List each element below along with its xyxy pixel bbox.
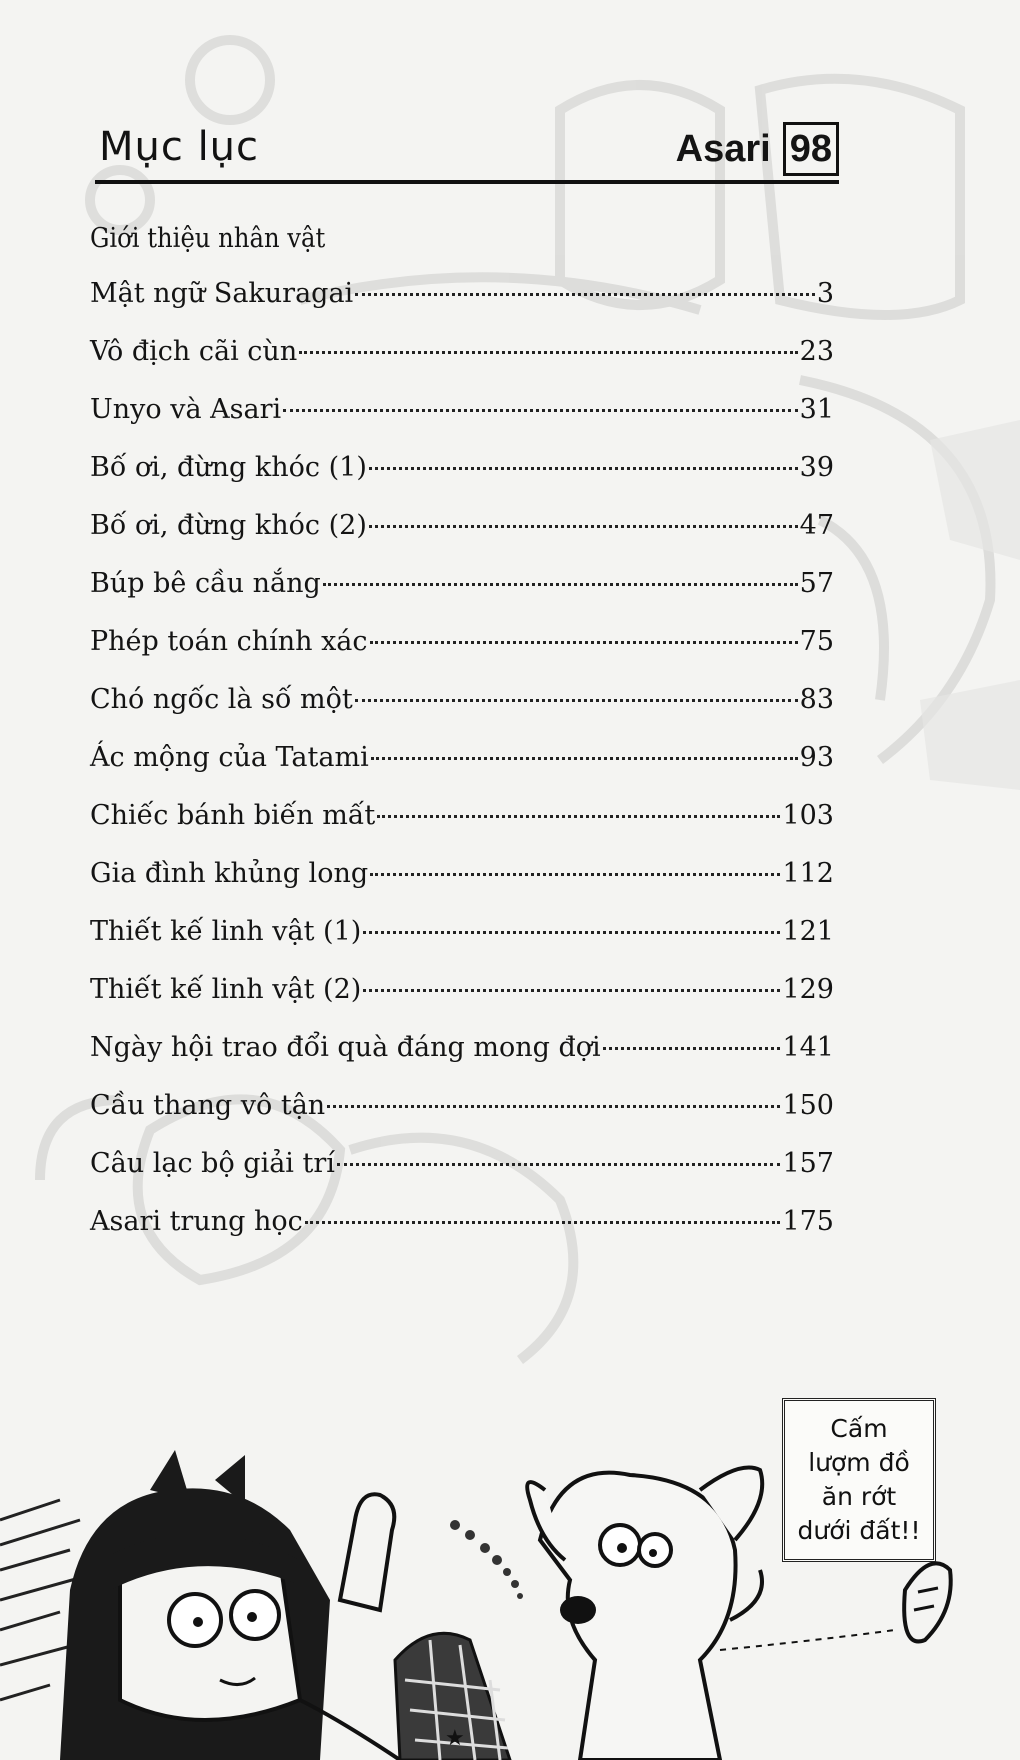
toc-entry-page: 103: [782, 800, 834, 831]
toc-entry-title: Bố ơi, đừng khóc (1): [90, 452, 367, 483]
toc-entry: [90, 684, 834, 742]
toc-entry: [90, 1206, 834, 1264]
toc-entry-page: 175: [782, 1206, 834, 1237]
toc-entry-title: Asari trung học: [90, 1206, 303, 1237]
toc-entry-page: 23: [799, 336, 834, 367]
toc-entry: [90, 858, 834, 916]
dot-leader: [370, 873, 780, 876]
dot-leader: [371, 757, 798, 760]
svg-text:★: ★: [445, 1726, 465, 1751]
toc-entry-title: Vô địch cãi cùn: [90, 336, 298, 367]
dot-leader: [323, 583, 798, 586]
dot-leader: [369, 525, 798, 528]
dot-leader: [370, 641, 798, 644]
toc-entry-page: 150: [782, 1090, 834, 1121]
toc-entry-page: 157: [782, 1148, 834, 1179]
toc-entry: [90, 626, 834, 684]
toc-entry: [90, 1148, 834, 1206]
toc-entry-title: Chó ngốc là số một: [90, 684, 353, 715]
dot-leader: [355, 699, 798, 702]
toc-entry-page: 93: [799, 742, 834, 773]
toc-entry-title: Búp bê cầu nắng: [90, 568, 321, 599]
toc-entry-page: 121: [782, 916, 834, 947]
toc-entry-title: Cầu thang vô tận: [90, 1090, 326, 1121]
table-of-contents: [90, 278, 834, 1264]
caption-box: [782, 1398, 936, 1562]
dot-leader: [377, 815, 780, 818]
toc-entry-page: 83: [799, 684, 834, 715]
toc-entry-title: Ác mộng của Tatami: [90, 742, 369, 773]
toc-entry-page: 39: [799, 452, 834, 483]
page-title: Mục lục: [99, 124, 260, 170]
dot-leader: [305, 1221, 781, 1224]
toc-entry-title: Phép toán chính xác: [90, 626, 368, 657]
toc-entry-page: 31: [799, 394, 834, 425]
dot-leader: [327, 1105, 780, 1108]
toc-entry-title: Thiết kế linh vật (2): [90, 974, 362, 1005]
series-name: Asari: [675, 127, 771, 170]
toc-entry: [90, 800, 834, 858]
toc-entry-title: Chiếc bánh biến mất: [90, 800, 376, 831]
toc-entry: [90, 916, 834, 974]
toc-entry-page: 57: [799, 568, 834, 599]
plaid-bag: [395, 1633, 510, 1760]
toc-entry-title: Unyo và Asari: [90, 394, 282, 425]
toc-entry-page: 112: [782, 858, 834, 889]
toc-entry-title: Ngày hội trao đổi quà đáng mong đợi: [90, 1032, 601, 1063]
volume-number: 98: [783, 122, 839, 176]
dot-leader: [603, 1047, 781, 1050]
toc-entry: [90, 742, 834, 800]
page-header: [95, 118, 839, 184]
toc-entry-title: Câu lạc bộ giải trí: [90, 1148, 335, 1179]
toc-entry: [90, 510, 834, 568]
bread-icon: [904, 1563, 951, 1641]
dot-leader: [363, 931, 780, 934]
toc-entry-page: 47: [799, 510, 834, 541]
asari-character: [60, 1450, 400, 1760]
dot-leader: [299, 351, 797, 354]
toc-entry: [90, 394, 834, 452]
toc-entry: [90, 1090, 834, 1148]
dot-leader: [363, 989, 780, 992]
toc-entry-page: 129: [782, 974, 834, 1005]
dot-leader: [337, 1163, 781, 1166]
toc-entry: [90, 974, 834, 1032]
series-label: [676, 122, 839, 176]
toc-entry-page: 141: [782, 1032, 834, 1063]
caption-text: Cấm lượm đồ ăn rớt dưới đất!!: [797, 1414, 921, 1545]
character-intro-entry: Giới thiệu nhân vật: [90, 223, 326, 254]
toc-entry: [90, 452, 834, 510]
dot-leader: [369, 467, 798, 470]
toc-entry-title: Mật ngữ Sakuragai: [90, 278, 354, 309]
toc-entry-page: 3: [816, 278, 834, 309]
dot-leader: [283, 409, 797, 412]
toc-entry-title: Gia đình khủng long: [90, 858, 369, 889]
toc-entry-title: Bố ơi, đừng khóc (2): [90, 510, 367, 541]
toc-entry: [90, 568, 834, 626]
dot-leader: [355, 293, 815, 296]
motion-dots: [450, 1520, 523, 1599]
toc-entry-title: Thiết kế linh vật (1): [90, 916, 362, 947]
toc-entry-page: 75: [799, 626, 834, 657]
toc-entry: [90, 1032, 834, 1090]
toc-entry: [90, 278, 834, 336]
toc-entry: [90, 336, 834, 394]
